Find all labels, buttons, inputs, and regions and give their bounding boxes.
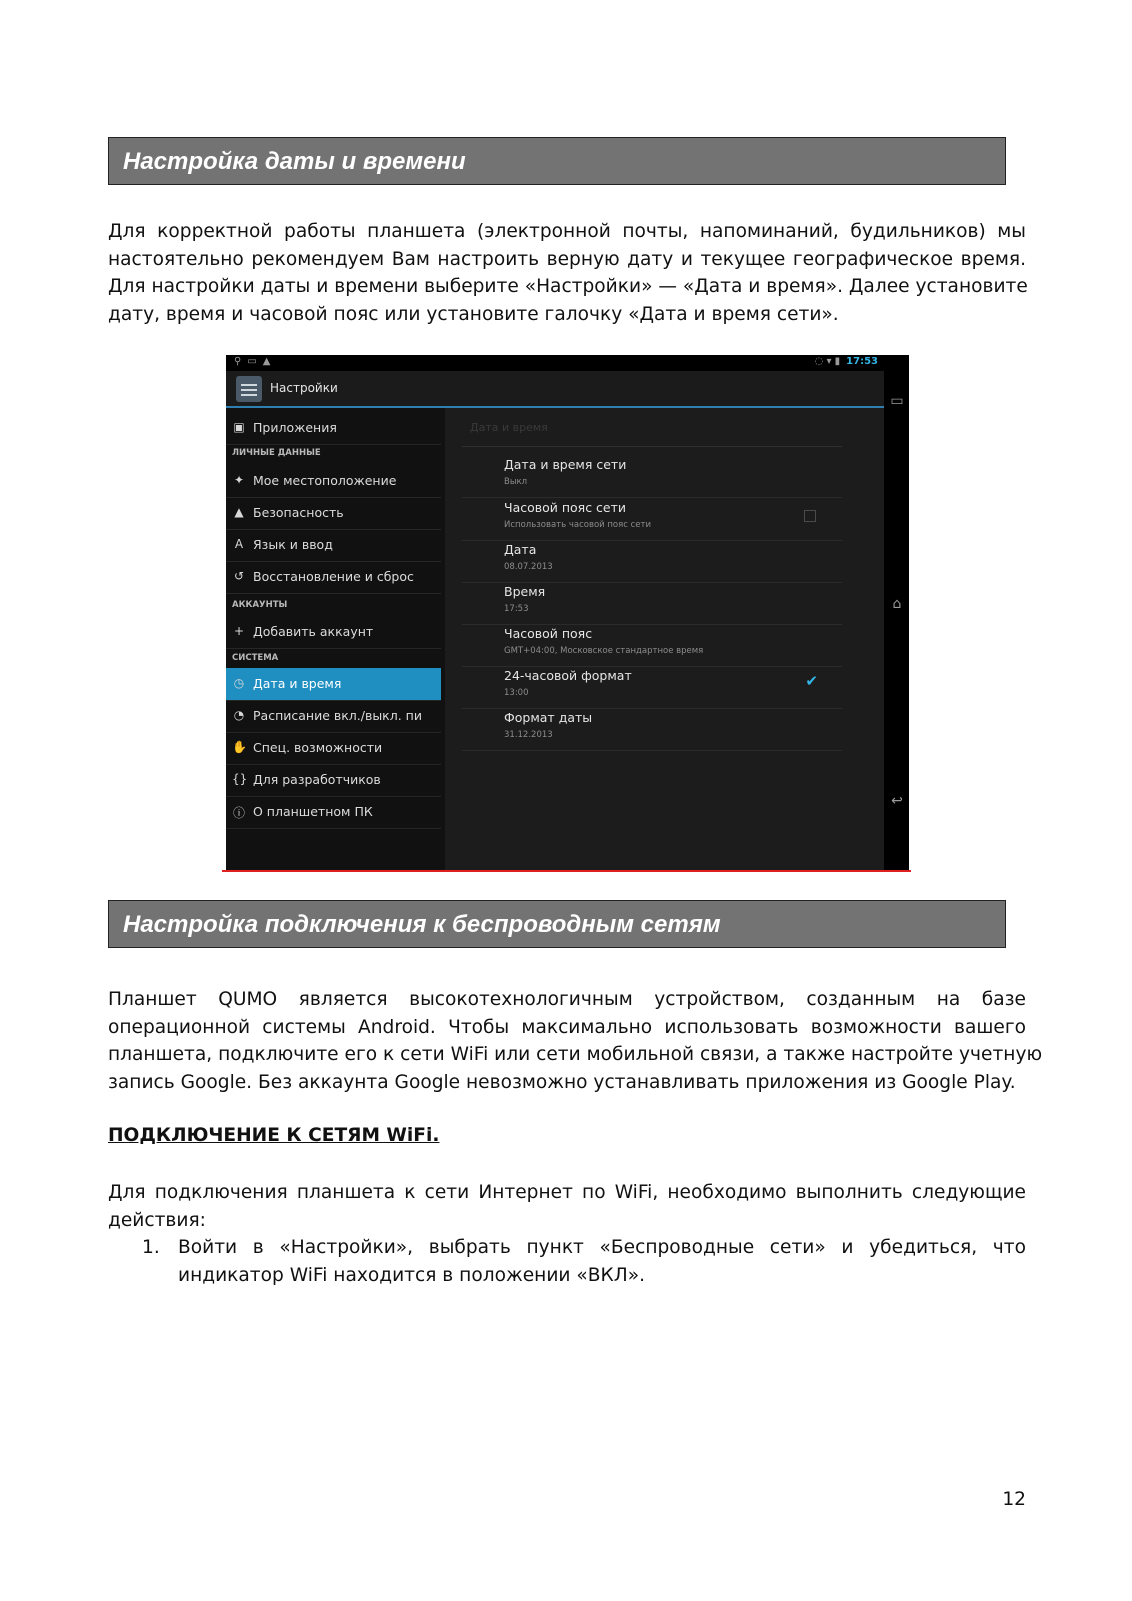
section-title-wireless: Настройка подключения к беспроводным сетям bbox=[108, 900, 1006, 948]
info-icon: ⓘ bbox=[232, 806, 245, 820]
pref-summary: 17:53 bbox=[504, 604, 529, 614]
pref-24-hour[interactable] bbox=[462, 666, 842, 709]
paragraph-line: действия: bbox=[108, 1209, 206, 1231]
wireless-paragraph bbox=[108, 986, 1043, 1096]
clock-icon: ◷ bbox=[233, 676, 245, 690]
pref-title: Формат даты bbox=[504, 710, 593, 725]
pane-divider bbox=[462, 446, 842, 447]
wifi-icon: ◌ ▾ ▮ bbox=[814, 356, 841, 367]
pref-date-format[interactable] bbox=[462, 708, 842, 751]
paragraph-line: дату, время и часовой пояс или установите галочку «Дата и время сети». bbox=[108, 303, 839, 325]
pref-summary: 08.07.2013 bbox=[504, 562, 553, 572]
settings-item-add-account[interactable] bbox=[226, 616, 441, 649]
step-number: 1. bbox=[142, 1237, 160, 1258]
add-icon: + bbox=[233, 624, 245, 638]
step-1 bbox=[108, 1234, 1026, 1289]
checkmark-icon[interactable]: ✔ bbox=[805, 672, 818, 690]
category-system: СИСТЕМА bbox=[232, 653, 279, 663]
pref-title: Дата и время сети bbox=[504, 457, 627, 472]
back-icon[interactable]: ↩ bbox=[891, 793, 903, 809]
pref-summary: 13:00 bbox=[504, 688, 529, 698]
page-number: 12 bbox=[1002, 1489, 1026, 1510]
pane-title: Дата и время bbox=[470, 421, 548, 434]
app-title: Настройки bbox=[270, 381, 338, 395]
settings-item-label: Дата и время bbox=[253, 676, 342, 691]
settings-item-location[interactable] bbox=[226, 465, 441, 498]
settings-item-developer[interactable] bbox=[226, 764, 441, 797]
paragraph-line: планшета, подключите его к сети WiFi или сети мобильной связи, а также настройте учетную bbox=[108, 1044, 1043, 1065]
settings-item-label: Для разработчиков bbox=[253, 772, 381, 787]
status-right bbox=[815, 356, 878, 367]
settings-item-power-schedule[interactable] bbox=[226, 700, 441, 733]
hand-icon: ✋ bbox=[232, 740, 247, 754]
pref-title: 24-часовой формат bbox=[504, 668, 632, 683]
wifi-paragraph bbox=[108, 1179, 1026, 1234]
home-icon[interactable]: ⌂ bbox=[892, 596, 902, 612]
paragraph-line: Для корректной работы планшета (электронной почты, напоминаний, будильников) мы bbox=[108, 221, 1026, 242]
status-bar bbox=[226, 355, 884, 371]
settings-item-label: Безопасность bbox=[253, 505, 344, 520]
pref-network-time[interactable] bbox=[462, 455, 842, 498]
restore-icon: ↺ bbox=[233, 569, 245, 583]
braces-icon: {} bbox=[232, 772, 248, 786]
settings-item-label: Мое местоположение bbox=[253, 473, 397, 488]
section-title-date-time: Настройка даты и времени bbox=[108, 137, 1006, 185]
pref-title: Дата bbox=[504, 542, 537, 557]
pref-network-timezone[interactable] bbox=[462, 498, 842, 541]
settings-item-restore[interactable] bbox=[226, 561, 441, 594]
paragraph-line: операционной системы Android. Чтобы максимально использовать возможности вашего bbox=[108, 1016, 1026, 1038]
wifi-subheading: ПОДКЛЮЧЕНИЕ К СЕТЯМ WiFi. bbox=[108, 1125, 440, 1146]
settings-item-security[interactable] bbox=[226, 497, 441, 530]
location-icon: ✦ bbox=[233, 473, 245, 487]
paragraph-line: Для подключения планшета к сети Интернет по WiFi, необходимо выполнить следующие bbox=[108, 1182, 1026, 1203]
date-time-paragraph bbox=[108, 218, 1026, 328]
pref-summary: 31.12.2013 bbox=[504, 730, 553, 740]
status-time: 17:53 bbox=[846, 356, 878, 367]
pref-time[interactable] bbox=[462, 582, 842, 625]
pref-title: Часовой пояс bbox=[504, 626, 593, 641]
category-accounts: АККАУНТЫ bbox=[232, 600, 288, 610]
lock-icon: ▲ bbox=[234, 505, 244, 519]
settings-item-label: Приложения bbox=[253, 420, 337, 435]
settings-item-language[interactable] bbox=[226, 529, 441, 562]
settings-item-date-time[interactable] bbox=[226, 668, 441, 701]
settings-item-label: Расписание вкл./выкл. пи bbox=[253, 708, 422, 723]
settings-categories bbox=[226, 408, 445, 871]
navigation-bar bbox=[884, 371, 909, 871]
paragraph-line: Для настройки даты и времени выберите «Настройки» — «Дата и время». Далее установите bbox=[108, 276, 1028, 297]
checkbox-unchecked[interactable] bbox=[804, 510, 816, 522]
paragraph-line: настоятельно рекомендуем Вам настроить верную дату и текущее географическое время. bbox=[108, 248, 1026, 270]
pref-summary: Использовать часовой пояс сети bbox=[504, 520, 651, 530]
notification-icons: ⚲▭▲ bbox=[234, 356, 277, 367]
settings-item-about[interactable] bbox=[226, 796, 441, 829]
settings-item-label: Восстановление и сброс bbox=[253, 569, 414, 584]
screenshot-underline bbox=[222, 870, 911, 872]
power-schedule-icon: ◔ bbox=[233, 708, 245, 722]
pref-title: Часовой пояс сети bbox=[504, 500, 627, 515]
settings-screenshot bbox=[226, 355, 909, 871]
action-bar bbox=[226, 371, 884, 408]
settings-item-label: Спец. возможности bbox=[253, 740, 383, 755]
pref-summary: Выкл bbox=[504, 477, 528, 487]
settings-item-label: О планшетном ПК bbox=[253, 804, 373, 819]
settings-item-apps[interactable] bbox=[226, 412, 441, 445]
paragraph-line: запись Google. Без аккаунта Google невозможно устанавливать приложения из Google Play. bbox=[108, 1071, 1016, 1093]
step-line: Войти в «Настройки», выбрать пункт «Беспроводные сети» и убедиться, что bbox=[178, 1237, 1026, 1258]
apps-icon: ▣ bbox=[233, 420, 245, 434]
step-line: индикатор WiFi находится в положении «ВКЛ». bbox=[178, 1264, 645, 1286]
settings-item-label: Язык и ввод bbox=[253, 537, 333, 552]
settings-item-accessibility[interactable] bbox=[226, 732, 441, 765]
pref-title: Время bbox=[504, 584, 546, 599]
paragraph-line: Планшет QUMO является высокотехнологичным устройством, созданным на базе bbox=[108, 989, 1026, 1010]
pref-date[interactable] bbox=[462, 540, 842, 583]
language-icon: A bbox=[234, 537, 244, 551]
settings-item-label: Добавить аккаунт bbox=[253, 624, 374, 639]
category-personal: ЛИЧНЫЕ ДАННЫЕ bbox=[232, 448, 321, 458]
recent-apps-icon[interactable]: ▭ bbox=[890, 393, 904, 409]
pref-timezone[interactable] bbox=[462, 624, 842, 667]
pref-summary: GMT+04:00, Московское стандартное время bbox=[504, 646, 704, 656]
settings-app-icon[interactable] bbox=[236, 376, 262, 402]
